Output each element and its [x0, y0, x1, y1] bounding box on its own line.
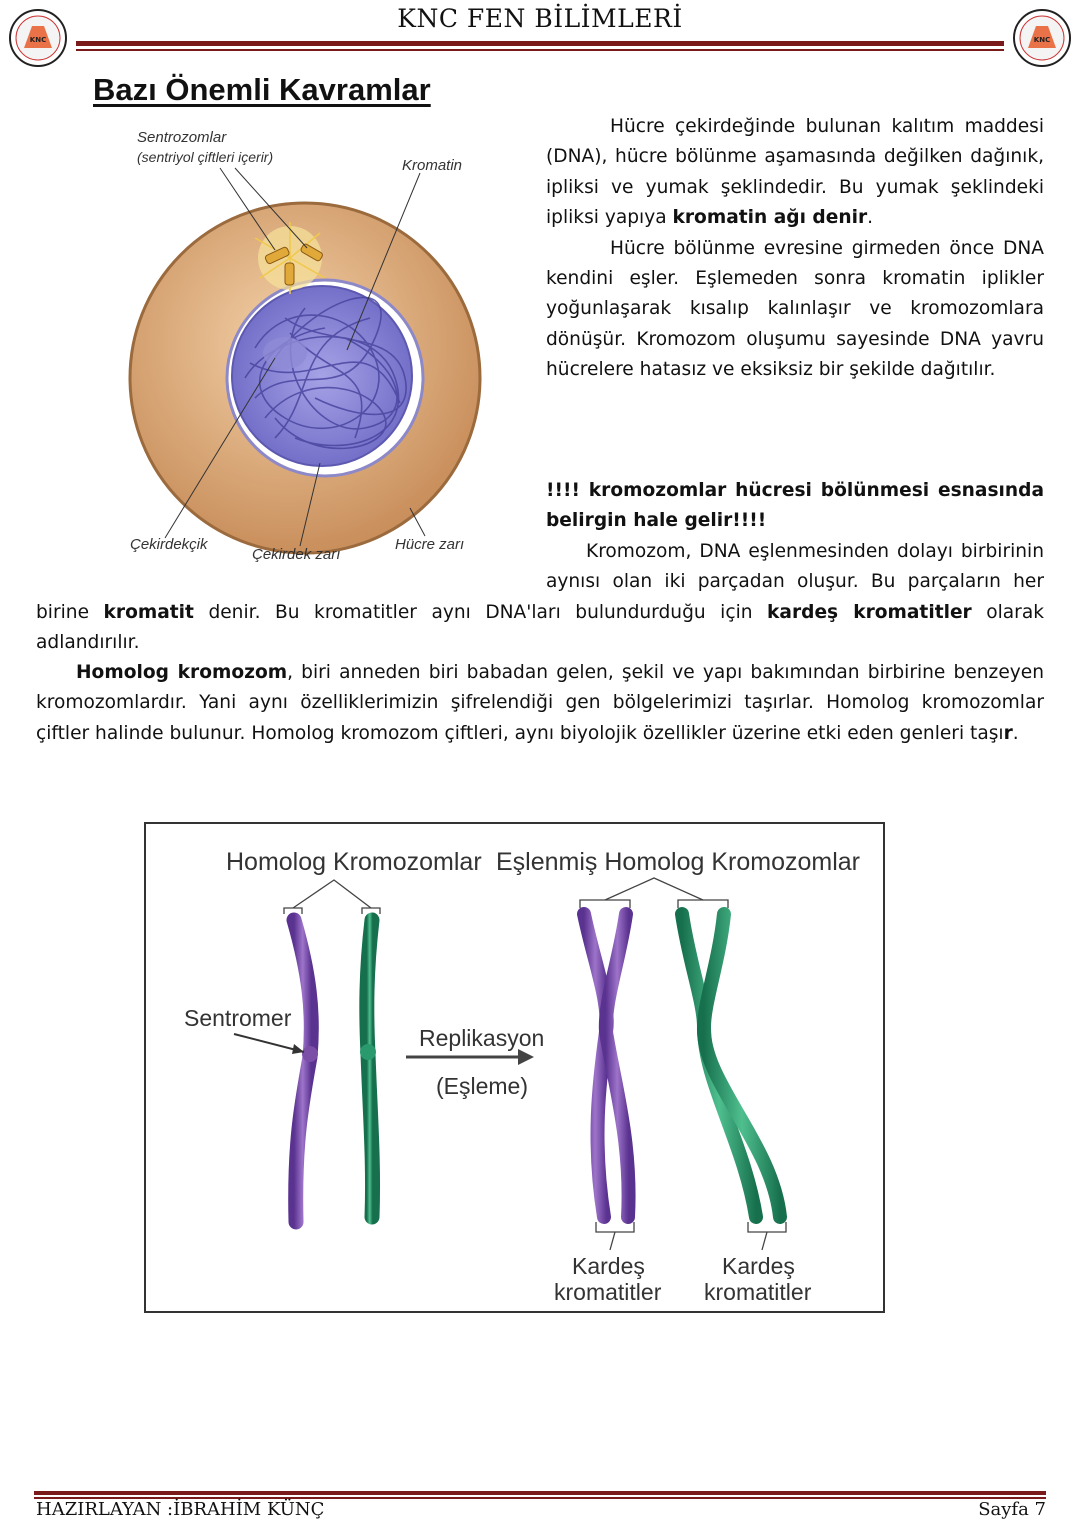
footer-rule [34, 1491, 1046, 1495]
footer-author: HAZIRLAYAN :İBRAHİM KÜNÇ [36, 1499, 325, 1520]
sister-chromatids-1-label: Kardeş [572, 1253, 645, 1279]
centrosome-label: Sentrozomlar [137, 129, 227, 146]
header-rule-thin [76, 49, 1004, 51]
p3-bold-kardes: kardeş kromatitler [767, 601, 972, 623]
p3-bold-kromatit: kromatit [103, 601, 194, 623]
sister-chromatids-2-label: Kardeş [722, 1253, 795, 1279]
replicated-homolog-label: Eşlenmiş Homolog Kromozomlar [496, 848, 861, 876]
homolog-label: Homolog Kromozomlar [226, 848, 482, 876]
paragraph-homolog [36, 658, 1044, 749]
sister-chromatids-1-sublabel: kromatitler [554, 1279, 662, 1305]
sister-chromatids-2-sublabel: kromatitler [704, 1279, 812, 1305]
header-title: KNC FEN BİLİMLERİ [397, 4, 683, 33]
svg-text:KNC: KNC [1033, 36, 1051, 44]
replication-label: Replikasyon [419, 1025, 545, 1051]
nucleolus-label: Çekirdekçik [130, 536, 208, 553]
figure-frame [145, 823, 884, 1312]
cell-membrane-label: Hücre zarı [395, 536, 465, 553]
p4-bold: Homolog kromozom [76, 662, 288, 683]
p1-end: . [867, 207, 874, 229]
p4-text: , biri anneden biri babadan gelen, şekil ve yapı bakımından birbirine benzeyen kromozomlardır. Yani aynı özelliklerimizin şifrelendiği gen bölgelerimizi taşırlar. Homolog kromozomlar çiftler halinde bulunur. Homolog kromozom çiftleri, aynı biyolojik özellikler üzerine etki eden genleri taşı [36, 662, 1044, 744]
chromatin-label: Kromatin [402, 157, 463, 174]
centrosome-sublabel: (sentriyol çiftleri içerir) [137, 149, 274, 165]
centromere-label: Sentromer [184, 1005, 292, 1031]
p3-text-a: Kromozom, DNA eşlenmesinden dolayı birbirinin aynısı olan iki parçadan oluşur. Bu parçaların her birine [36, 540, 1044, 623]
header-rule [76, 41, 1004, 46]
nuclear-membrane-label: Çekirdek zarı [252, 546, 341, 563]
p4-end: . [1012, 722, 1019, 744]
section-title: Bazı Önemli Kavramlar [93, 72, 431, 107]
p4-bold-end: r [1003, 722, 1013, 744]
p1-bold: kromatin ağı denir [672, 207, 868, 229]
p3-text-b: denir. Bu kromatitler aynı DNA'ları bulundurduğu için [193, 601, 768, 623]
p2-text: Hücre bölünme evresine girmeden önce DNA kendini eşler. Eşlemeden sonra kromatin iplikler yoğunlaşarak kısalıp kalınlaşır ve kromozomlara dönüşür. Kromozom oluşumu sayesinde DNA yavru hücrelere hatasız ve eksiksiz bir şekilde dağıtılır. [546, 237, 1044, 381]
chromosome-diagram [144, 822, 885, 1313]
paragraph-chromatid [36, 476, 1044, 658]
note-text: !!!! kromozomlar hücresi bölünmesi esnasında belirgin hale gelir!!!! [546, 480, 1044, 532]
svg-text:KNC: KNC [29, 36, 47, 44]
paragraph-chromatin [546, 112, 1044, 386]
replication-sub-label: (Eşleme) [436, 1073, 529, 1099]
footer-page-number: Sayfa 7 [978, 1499, 1046, 1520]
nucleus [232, 286, 412, 466]
p3-text-c: olarak adlandırılır. [36, 601, 1044, 654]
p1-text: Hücre çekirdeğinde bulunan kalıtım maddesi (DNA), hücre bölünme aşamasında değilken dağınık, ipliksi ve yumak şeklindedir. Bu yumak şeklindeki ipliksi yapıya [546, 116, 1044, 229]
